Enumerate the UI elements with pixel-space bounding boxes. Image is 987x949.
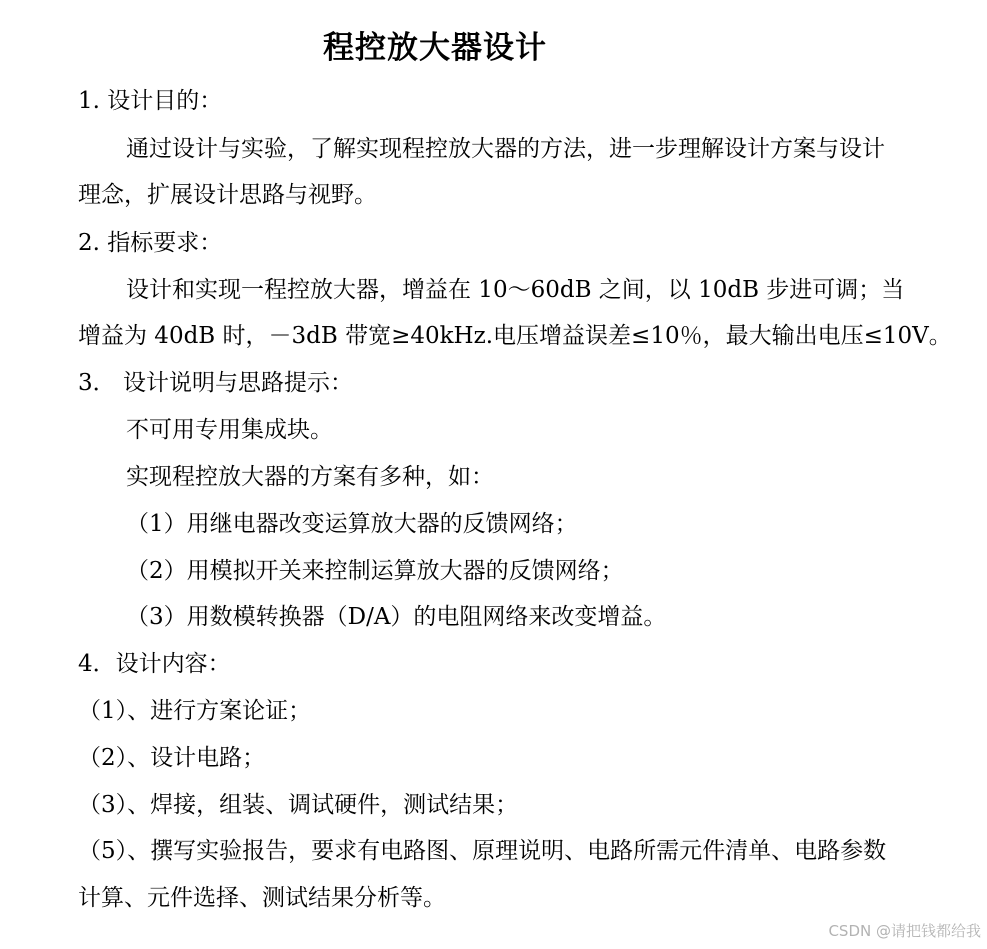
list-item: （1）用继电器改变运算放大器的反馈网络； [126,511,578,537]
paragraph-line: 实现程控放大器的方案有多种，如： [126,464,494,490]
paragraph-line: 理念，扩展设计思路与视野。 [78,182,377,208]
paragraph-line: 增益为 40dB 时，－3dB 带宽≥40kHz.电压增益误差≤10％，最大输出电压≤10V。 [78,323,952,349]
section-heading-purpose: 1. 设计目的： [78,88,223,114]
section-heading-design-content: 4．设计内容： [78,651,231,677]
paragraph-line: 计算、元件选择、测试结果分析等。 [78,885,446,911]
document-title: 程控放大器设计 [323,30,547,66]
list-item: （2）、设计电路； [78,745,266,771]
watermark: CSDN @请把钱都给我 [828,922,981,940]
section-heading-requirements: 2. 指标要求： [78,230,223,256]
section-heading-design-notes: 3． 设计说明与思路提示： [78,370,353,396]
paragraph-line: 设计和实现一程控放大器，增益在 10～60dB 之间，以 10dB 步进可调；当 [126,277,905,303]
paragraph-line: 不可用专用集成块。 [126,417,333,443]
paragraph-line: 通过设计与实验，了解实现程控放大器的方法，进一步理解设计方案与设计 [126,136,885,162]
list-item: （5）、撰写实验报告，要求有电路图、原理说明、电路所需元件清单、电路参数 [78,838,887,864]
list-item: （3）用数模转换器（D/A）的电阻网络来改变增益。 [126,604,667,630]
list-item: （1）、进行方案论证； [78,698,312,724]
list-item: （2）用模拟开关来控制运算放大器的反馈网络； [126,558,624,584]
list-item: （3）、焊接，组装、调试硬件，测试结果； [78,792,519,818]
